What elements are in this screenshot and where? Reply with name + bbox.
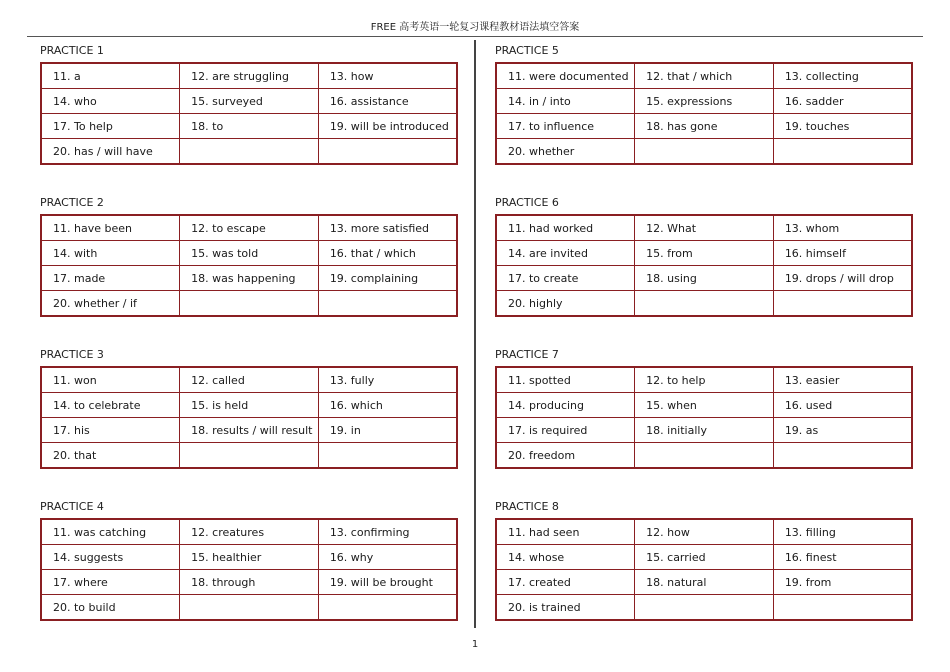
answer-cell: 17. to create [496, 266, 635, 291]
answer-cell: 18. to [180, 114, 319, 139]
answer-cell: 20. has / will have [41, 139, 180, 165]
table-row [41, 570, 457, 595]
answer-cell [180, 595, 319, 621]
table-row [41, 114, 457, 139]
answer-cell: 15. is held [180, 393, 319, 418]
answer-cell: 17. To help [41, 114, 180, 139]
answer-cell: 15. surveyed [180, 89, 319, 114]
answer-cell: 12. creatures [180, 519, 319, 545]
practice-section [495, 348, 913, 462]
answer-cell [180, 443, 319, 469]
answer-cell [773, 595, 912, 621]
answer-cell: 17. his [41, 418, 180, 443]
answer-cell: 16. himself [773, 241, 912, 266]
answer-cell: 18. using [635, 266, 774, 291]
table-row [496, 545, 912, 570]
answer-cell: 14. suggests [41, 545, 180, 570]
table-row [41, 595, 457, 621]
table-row [496, 266, 912, 291]
answer-cell: 17. made [41, 266, 180, 291]
table-row [41, 519, 457, 545]
answer-cell: 15. healthier [180, 545, 319, 570]
answer-cell: 18. natural [635, 570, 774, 595]
answer-table [495, 214, 913, 317]
answer-cell: 16. assistance [318, 89, 457, 114]
answer-cell: 14. are invited [496, 241, 635, 266]
answer-cell: 15. was told [180, 241, 319, 266]
answer-cell: 17. to influence [496, 114, 635, 139]
answer-cell: 12. called [180, 367, 319, 393]
answer-cell: 16. why [318, 545, 457, 570]
answer-cell: 16. sadder [773, 89, 912, 114]
answer-cell [773, 139, 912, 165]
table-row [41, 367, 457, 393]
answer-cell: 11. was catching [41, 519, 180, 545]
answer-cell: 17. is required [496, 418, 635, 443]
answer-cell: 14. producing [496, 393, 635, 418]
answer-cell: 14. who [41, 89, 180, 114]
answer-cell: 11. spotted [496, 367, 635, 393]
answer-cell: 18. has gone [635, 114, 774, 139]
table-row [496, 570, 912, 595]
answer-cell: 11. had seen [496, 519, 635, 545]
answer-cell: 14. in / into [496, 89, 635, 114]
answer-cell: 12. to help [635, 367, 774, 393]
answer-cell: 19. complaining [318, 266, 457, 291]
answer-cell: 16. which [318, 393, 457, 418]
answer-cell: 18. results / will result [180, 418, 319, 443]
answer-cell: 15. carried [635, 545, 774, 570]
answer-cell: 15. when [635, 393, 774, 418]
answer-cell: 16. finest [773, 545, 912, 570]
column-divider [474, 40, 476, 628]
answer-cell: 19. drops / will drop [773, 266, 912, 291]
answer-cell: 13. confirming [318, 519, 457, 545]
answer-table [40, 366, 458, 469]
answer-table [40, 62, 458, 165]
table-row [41, 89, 457, 114]
table-row [496, 89, 912, 114]
practice-title: PRACTICE 6 [495, 196, 559, 209]
answer-cell [635, 595, 774, 621]
table-row [41, 266, 457, 291]
practice-title: PRACTICE 2 [40, 196, 104, 209]
table-row [496, 519, 912, 545]
practice-section [495, 44, 913, 158]
answer-cell [180, 139, 319, 165]
answer-cell [318, 291, 457, 317]
answer-table [495, 62, 913, 165]
answer-cell: 17. where [41, 570, 180, 595]
page-number: 1 [471, 639, 479, 650]
answer-cell: 18. through [180, 570, 319, 595]
answer-cell: 12. are struggling [180, 63, 319, 89]
table-row [496, 595, 912, 621]
answer-cell: 20. freedom [496, 443, 635, 469]
answer-cell: 13. more satisfied [318, 215, 457, 241]
answer-cell: 15. expressions [635, 89, 774, 114]
table-row [496, 241, 912, 266]
answer-cell: 13. whom [773, 215, 912, 241]
practice-section [40, 500, 458, 614]
table-row [41, 63, 457, 89]
answer-cell: 12. how [635, 519, 774, 545]
answer-cell: 11. had worked [496, 215, 635, 241]
answer-cell [180, 291, 319, 317]
answer-cell [773, 291, 912, 317]
answer-cell [318, 139, 457, 165]
answer-cell [635, 291, 774, 317]
answer-cell: 14. whose [496, 545, 635, 570]
table-row [41, 291, 457, 317]
answer-cell: 18. was happening [180, 266, 319, 291]
table-row [496, 291, 912, 317]
practice-section [40, 196, 458, 310]
answer-cell: 20. is trained [496, 595, 635, 621]
answer-cell: 19. from [773, 570, 912, 595]
header-rule [27, 36, 923, 37]
practice-title: PRACTICE 5 [495, 44, 559, 57]
answer-cell: 18. initially [635, 418, 774, 443]
practice-section [495, 196, 913, 310]
table-row [496, 443, 912, 469]
answer-cell: 13. fully [318, 367, 457, 393]
practice-title: PRACTICE 1 [40, 44, 104, 57]
answer-cell: 13. collecting [773, 63, 912, 89]
answer-cell [318, 443, 457, 469]
answer-cell: 20. whether [496, 139, 635, 165]
answer-cell: 19. touches [773, 114, 912, 139]
table-row [41, 139, 457, 165]
practice-title: PRACTICE 8 [495, 500, 559, 513]
practice-title: PRACTICE 7 [495, 348, 559, 361]
answer-cell: 20. that [41, 443, 180, 469]
answer-cell: 19. will be brought [318, 570, 457, 595]
answer-cell: 19. in [318, 418, 457, 443]
answer-table [40, 518, 458, 621]
answer-cell: 11. have been [41, 215, 180, 241]
answer-cell: 12. to escape [180, 215, 319, 241]
answer-cell [635, 443, 774, 469]
answer-cell: 16. that / which [318, 241, 457, 266]
answer-cell: 16. used [773, 393, 912, 418]
answer-cell: 14. with [41, 241, 180, 266]
answer-cell: 19. will be introduced [318, 114, 457, 139]
answer-cell [773, 443, 912, 469]
answer-cell: 13. easier [773, 367, 912, 393]
answer-cell: 17. created [496, 570, 635, 595]
answer-cell [318, 595, 457, 621]
answer-table [495, 518, 913, 621]
answer-cell: 12. What [635, 215, 774, 241]
table-row [496, 114, 912, 139]
answer-cell [635, 139, 774, 165]
practice-title: PRACTICE 4 [40, 500, 104, 513]
document-header: FREE 高考英语一轮复习课程教材语法填空答案 [370, 22, 580, 33]
table-row [41, 215, 457, 241]
answer-cell: 14. to celebrate [41, 393, 180, 418]
answer-table [495, 366, 913, 469]
table-row [41, 418, 457, 443]
answer-cell: 19. as [773, 418, 912, 443]
table-row [41, 241, 457, 266]
answer-table [40, 214, 458, 317]
table-row [496, 215, 912, 241]
answer-cell: 20. to build [41, 595, 180, 621]
practice-section [40, 348, 458, 462]
answer-cell: 12. that / which [635, 63, 774, 89]
answer-cell: 15. from [635, 241, 774, 266]
practice-section [40, 44, 458, 158]
table-row [41, 443, 457, 469]
table-row [41, 545, 457, 570]
answer-cell: 11. were documented [496, 63, 635, 89]
answer-cell: 13. how [318, 63, 457, 89]
answer-cell: 13. filling [773, 519, 912, 545]
answer-cell: 11. won [41, 367, 180, 393]
answer-cell: 11. a [41, 63, 180, 89]
table-row [496, 367, 912, 393]
table-row [496, 393, 912, 418]
answer-cell: 20. highly [496, 291, 635, 317]
table-row [496, 139, 912, 165]
table-row [496, 63, 912, 89]
table-row [496, 418, 912, 443]
practice-section [495, 500, 913, 614]
practice-title: PRACTICE 3 [40, 348, 104, 361]
table-row [41, 393, 457, 418]
answer-cell: 20. whether / if [41, 291, 180, 317]
